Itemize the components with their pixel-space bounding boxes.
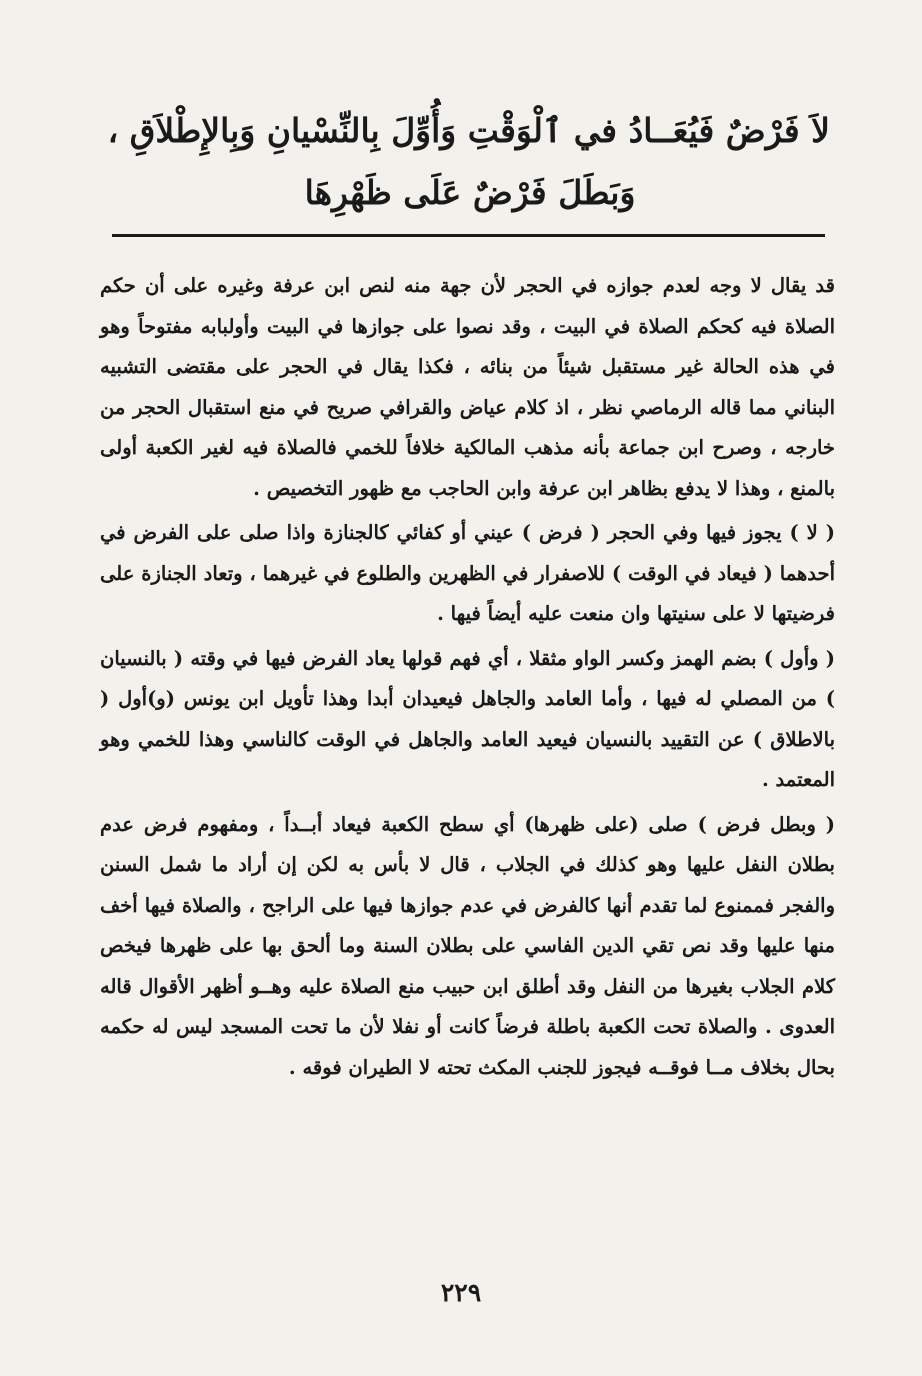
paragraph-3: ( وأول ) بضم الهمز وكسر الواو مثقلا ، أي فهم قولها يعاد الفرض فيها في وقته ( بالنسيان ) من المصلي له فيها ، وأما العامد والجاهل فيعيدان أبدا وهذا تأويل ابن يونس (و)أول ( بالاطلاق ) عن التقييد بالنسيان فيعيد العامد والجاهل في الوقت كالناسي وهذا للخمي وهو المعتمد .	[100, 646, 835, 791]
verse-line-1: لاَ فَرْضٌ فَيُعَــادُ في ٱلْوَقْتِ وَأُوِّلَ بِالنِّسْيانِ وَبِالإِطْلاَقِ ،	[107, 111, 830, 150]
paragraph-1: قد يقال لا وجه لعدم جوازه في الحجر لأن جهة منه لنص ابن عرفة وغيره على أن حكم الصلاة فيه كحكم الصلاة في البيت ، وقد نصوا على جوازها في البيت وأولبابه مفتوحاً وهو في هذه الحالة غير مستقبل شيئاً من بنائه ، فكذا يقال في الحجر على مقتضى التشبيه البناني مما قاله الرماصي نظر ، اذ كلام عياض والقرافي صريح في منع استقبال الحجر من خارجه ، وصرح ابن جماعة بأنه مذهب المالكية خلافاً للخمي فالصلاة فيه لغير الكعبة أولى بالمنع ، وهذا لا يدفع بظاهر ابن عرفة وابن الحاجب مع ظهور التخصيص .	[100, 274, 835, 500]
heading-divider	[112, 234, 825, 237]
page-number: ٢٢٩	[440, 1278, 482, 1307]
paragraph-4: ( وبطل فرض ) صلى (على ظهرها) أي سطح الكعبة فيعاد أبــداً ، ومفهوم فرض عدم بطلان النفل عليها وهو كذلك في الجلاب ، قال لا بأس به لكن إن أراد ما شمل السنن والفجر فممنوع لما تقدم أنها كالفرض في عدم جوازها فيها على الراجح ، والصلاة فيها أخف منها عليها وقد نص تقي الدين الفاسي على بطلان السنة وما ألحق بها على ظهرها فيخص كلام الجلاب بغيرها من النفل وقد أطلق ابن حبيب منع الصلاة عليه وهــو أظهر الأقوال قاله العدوى . والصلاة تحت الكعبة باطلة فرضاً كانت أو نفلا لأن ما تحت المسجد ليس له حكمه بحال بخلاف مــا فوقــه فيجوز للجنب المكث تحته لا الطيران فوقه .	[100, 812, 835, 1079]
commentary-body	[100, 266, 835, 1088]
verse-heading	[107, 100, 830, 224]
verse-line-2: وَبَطَلَ فَرْضٌ عَلَى ظَهْرِهَا	[304, 173, 636, 212]
paragraph-2: ( لا ) يجوز فيها وفي الحجر ( فرض ) عيني أو كفائي كالجنازة واذا صلى على الفرض في أحدهما ( فيعاد في الوقت ) للاصفرار في الظهرين والطلوع في غيرهما ، وتعاد الجنازة على فرضيتها لا على سنيتها وان منعت عليه أيضاً فيها .	[100, 521, 835, 625]
